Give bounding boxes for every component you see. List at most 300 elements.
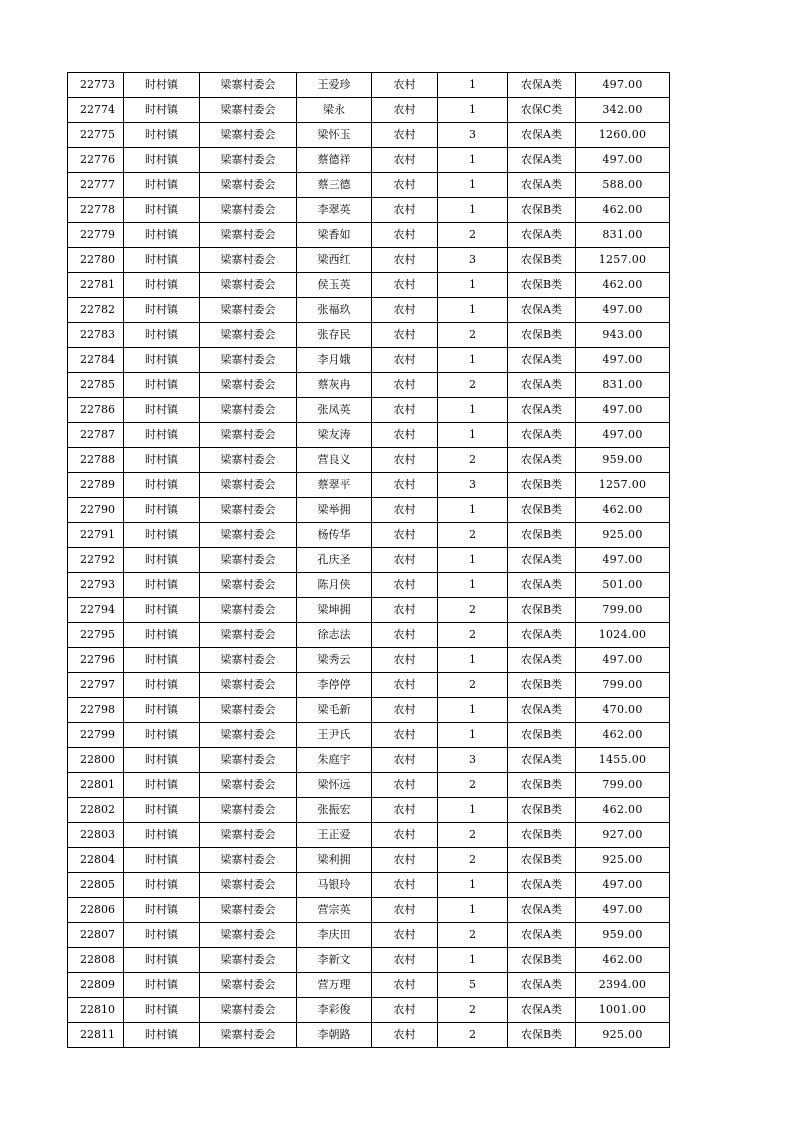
household-count-cell: 1 [438,648,508,673]
household-count-cell: 1 [438,573,508,598]
area-type-cell: 农村 [372,898,438,923]
household-count-cell: 5 [438,973,508,998]
household-count-cell: 1 [438,73,508,98]
table-row [68,323,670,348]
insurance-category-cell: 农保A类 [508,223,576,248]
town-cell: 时村镇 [124,273,200,298]
person-name-cell: 张凤英 [297,398,372,423]
person-name-cell: 王尹氏 [297,723,372,748]
table-row [68,548,670,573]
amount-cell: 831.00 [576,373,670,398]
household-count-cell: 1 [438,798,508,823]
table-row [68,98,670,123]
table-row [68,73,670,98]
table-row [68,998,670,1023]
person-name-cell: 李新文 [297,948,372,973]
record-id-cell: 22809 [68,973,124,998]
insurance-category-cell: 农保B类 [508,798,576,823]
person-name-cell: 蔡三德 [297,173,372,198]
village-committee-cell: 梁寨村委会 [200,598,297,623]
insurance-category-cell: 农保A类 [508,173,576,198]
table-row [68,498,670,523]
area-type-cell: 农村 [372,173,438,198]
record-id-cell: 22783 [68,323,124,348]
village-committee-cell: 梁寨村委会 [200,748,297,773]
table-row [68,748,670,773]
amount-cell: 799.00 [576,673,670,698]
area-type-cell: 农村 [372,423,438,448]
amount-cell: 1257.00 [576,248,670,273]
table-row [68,248,670,273]
area-type-cell: 农村 [372,398,438,423]
village-committee-cell: 梁寨村委会 [200,473,297,498]
insurance-category-cell: 农保B类 [508,773,576,798]
town-cell: 时村镇 [124,523,200,548]
household-count-cell: 3 [438,473,508,498]
table-row [68,1023,670,1048]
area-type-cell: 农村 [372,748,438,773]
village-committee-cell: 梁寨村委会 [200,673,297,698]
town-cell: 时村镇 [124,498,200,523]
village-committee-cell: 梁寨村委会 [200,373,297,398]
village-committee-cell: 梁寨村委会 [200,848,297,873]
person-name-cell: 李朝路 [297,1023,372,1048]
insurance-category-cell: 农保A类 [508,298,576,323]
table-row [68,273,670,298]
insurance-category-cell: 农保A类 [508,998,576,1023]
town-cell: 时村镇 [124,348,200,373]
person-name-cell: 梁坤拥 [297,598,372,623]
amount-cell: 2394.00 [576,973,670,998]
person-name-cell: 王爱珍 [297,73,372,98]
town-cell: 时村镇 [124,98,200,123]
town-cell: 时村镇 [124,1023,200,1048]
amount-cell: 799.00 [576,598,670,623]
household-count-cell: 3 [438,123,508,148]
table-row [68,948,670,973]
person-name-cell: 李停停 [297,673,372,698]
area-type-cell: 农村 [372,723,438,748]
town-cell: 时村镇 [124,423,200,448]
record-id-cell: 22774 [68,98,124,123]
table-row [68,523,670,548]
area-type-cell: 农村 [372,948,438,973]
table-row [68,848,670,873]
record-id-cell: 22811 [68,1023,124,1048]
record-id-cell: 22800 [68,748,124,773]
amount-cell: 927.00 [576,823,670,848]
area-type-cell: 农村 [372,623,438,648]
town-cell: 时村镇 [124,598,200,623]
person-name-cell: 侯玉英 [297,273,372,298]
table-row [68,623,670,648]
area-type-cell: 农村 [372,598,438,623]
household-count-cell: 2 [438,848,508,873]
village-committee-cell: 梁寨村委会 [200,123,297,148]
village-committee-cell: 梁寨村委会 [200,823,297,848]
household-count-cell: 2 [438,598,508,623]
household-count-cell: 3 [438,748,508,773]
person-name-cell: 朱庭宇 [297,748,372,773]
town-cell: 时村镇 [124,123,200,148]
village-committee-cell: 梁寨村委会 [200,298,297,323]
insurance-category-cell: 农保A类 [508,748,576,773]
table-row [68,973,670,998]
insurance-category-cell: 农保B类 [508,498,576,523]
insurance-category-cell: 农保A类 [508,373,576,398]
area-type-cell: 农村 [372,198,438,223]
town-cell: 时村镇 [124,548,200,573]
area-type-cell: 农村 [372,148,438,173]
record-id-cell: 22790 [68,498,124,523]
record-id-cell: 22775 [68,123,124,148]
household-count-cell: 1 [438,898,508,923]
town-cell: 时村镇 [124,723,200,748]
village-committee-cell: 梁寨村委会 [200,773,297,798]
amount-cell: 497.00 [576,873,670,898]
village-committee-cell: 梁寨村委会 [200,448,297,473]
village-committee-cell: 梁寨村委会 [200,323,297,348]
record-id-cell: 22808 [68,948,124,973]
person-name-cell: 徐志法 [297,623,372,648]
person-name-cell: 陈月侠 [297,573,372,598]
record-id-cell: 22789 [68,473,124,498]
village-committee-cell: 梁寨村委会 [200,573,297,598]
table-row [68,823,670,848]
household-count-cell: 1 [438,298,508,323]
amount-cell: 831.00 [576,223,670,248]
insurance-category-cell: 农保A类 [508,873,576,898]
village-committee-cell: 梁寨村委会 [200,698,297,723]
table-row [68,923,670,948]
record-id-cell: 22787 [68,423,124,448]
person-name-cell: 王正爱 [297,823,372,848]
insurance-category-cell: 农保B类 [508,948,576,973]
area-type-cell: 农村 [372,873,438,898]
household-count-cell: 1 [438,148,508,173]
household-count-cell: 1 [438,548,508,573]
insurance-category-cell: 农保A类 [508,123,576,148]
table-row [68,148,670,173]
table-row [68,723,670,748]
table-row [68,198,670,223]
household-count-cell: 2 [438,1023,508,1048]
village-committee-cell: 梁寨村委会 [200,548,297,573]
person-name-cell: 李庆田 [297,923,372,948]
area-type-cell: 农村 [372,673,438,698]
area-type-cell: 农村 [372,923,438,948]
record-id-cell: 22781 [68,273,124,298]
record-id-cell: 22791 [68,523,124,548]
town-cell: 时村镇 [124,298,200,323]
area-type-cell: 农村 [372,998,438,1023]
town-cell: 时村镇 [124,223,200,248]
amount-cell: 462.00 [576,798,670,823]
area-type-cell: 农村 [372,798,438,823]
area-type-cell: 农村 [372,98,438,123]
area-type-cell: 农村 [372,498,438,523]
insurance-category-cell: 农保B类 [508,523,576,548]
household-count-cell: 2 [438,323,508,348]
town-cell: 时村镇 [124,648,200,673]
village-committee-cell: 梁寨村委会 [200,723,297,748]
person-name-cell: 蔡灰冉 [297,373,372,398]
table-row [68,423,670,448]
insurance-category-cell: 农保B类 [508,323,576,348]
person-name-cell: 梁利拥 [297,848,372,873]
table-row [68,873,670,898]
village-committee-cell: 梁寨村委会 [200,98,297,123]
record-id-cell: 22793 [68,573,124,598]
area-type-cell: 农村 [372,773,438,798]
record-id-cell: 22784 [68,348,124,373]
data-table [67,72,670,1048]
amount-cell: 462.00 [576,273,670,298]
village-committee-cell: 梁寨村委会 [200,398,297,423]
amount-cell: 497.00 [576,898,670,923]
town-cell: 时村镇 [124,398,200,423]
insurance-category-cell: 农保B类 [508,848,576,873]
town-cell: 时村镇 [124,148,200,173]
household-count-cell: 2 [438,223,508,248]
household-count-cell: 1 [438,873,508,898]
household-count-cell: 1 [438,948,508,973]
household-count-cell: 1 [438,698,508,723]
person-name-cell: 李翠英 [297,198,372,223]
record-id-cell: 22776 [68,148,124,173]
household-count-cell: 1 [438,723,508,748]
insurance-category-cell: 农保C类 [508,98,576,123]
record-id-cell: 22788 [68,448,124,473]
area-type-cell: 农村 [372,298,438,323]
insurance-category-cell: 农保A类 [508,73,576,98]
amount-cell: 470.00 [576,698,670,723]
amount-cell: 799.00 [576,773,670,798]
record-id-cell: 22802 [68,798,124,823]
village-committee-cell: 梁寨村委会 [200,248,297,273]
area-type-cell: 农村 [372,1023,438,1048]
town-cell: 时村镇 [124,698,200,723]
table-row [68,473,670,498]
amount-cell: 497.00 [576,298,670,323]
town-cell: 时村镇 [124,248,200,273]
village-committee-cell: 梁寨村委会 [200,973,297,998]
household-count-cell: 1 [438,173,508,198]
record-id-cell: 22785 [68,373,124,398]
insurance-category-cell: 农保B类 [508,198,576,223]
record-id-cell: 22794 [68,598,124,623]
record-id-cell: 22773 [68,73,124,98]
record-id-cell: 22807 [68,923,124,948]
amount-cell: 1001.00 [576,998,670,1023]
village-committee-cell: 梁寨村委会 [200,198,297,223]
table-row [68,173,670,198]
village-committee-cell: 梁寨村委会 [200,948,297,973]
amount-cell: 497.00 [576,648,670,673]
town-cell: 时村镇 [124,473,200,498]
person-name-cell: 梁秀云 [297,648,372,673]
record-id-cell: 22805 [68,873,124,898]
insurance-category-cell: 农保B类 [508,473,576,498]
area-type-cell: 农村 [372,523,438,548]
table-body [68,73,670,1048]
table-row [68,448,670,473]
table-row [68,348,670,373]
person-name-cell: 梁怀远 [297,773,372,798]
table-row [68,773,670,798]
table-row [68,398,670,423]
record-id-cell: 22786 [68,398,124,423]
amount-cell: 959.00 [576,448,670,473]
area-type-cell: 农村 [372,348,438,373]
record-id-cell: 22797 [68,673,124,698]
village-committee-cell: 梁寨村委会 [200,798,297,823]
person-name-cell: 蔡德祥 [297,148,372,173]
village-committee-cell: 梁寨村委会 [200,648,297,673]
insurance-category-cell: 农保A类 [508,148,576,173]
village-committee-cell: 梁寨村委会 [200,873,297,898]
person-name-cell: 张福玖 [297,298,372,323]
town-cell: 时村镇 [124,948,200,973]
table-row [68,598,670,623]
insurance-category-cell: 农保A类 [508,423,576,448]
household-count-cell: 3 [438,248,508,273]
insurance-category-cell: 农保A类 [508,623,576,648]
person-name-cell: 梁举拥 [297,498,372,523]
area-type-cell: 农村 [372,573,438,598]
amount-cell: 462.00 [576,948,670,973]
household-count-cell: 2 [438,673,508,698]
area-type-cell: 农村 [372,123,438,148]
record-id-cell: 22792 [68,548,124,573]
area-type-cell: 农村 [372,648,438,673]
area-type-cell: 农村 [372,698,438,723]
table-row [68,123,670,148]
town-cell: 时村镇 [124,898,200,923]
person-name-cell: 营良义 [297,448,372,473]
record-id-cell: 22810 [68,998,124,1023]
household-count-cell: 2 [438,623,508,648]
village-committee-cell: 梁寨村委会 [200,173,297,198]
table-row [68,298,670,323]
town-cell: 时村镇 [124,773,200,798]
area-type-cell: 农村 [372,323,438,348]
insurance-category-cell: 农保A类 [508,698,576,723]
household-count-cell: 2 [438,773,508,798]
person-name-cell: 孔庆圣 [297,548,372,573]
town-cell: 时村镇 [124,673,200,698]
household-count-cell: 1 [438,498,508,523]
amount-cell: 342.00 [576,98,670,123]
amount-cell: 925.00 [576,848,670,873]
area-type-cell: 农村 [372,973,438,998]
record-id-cell: 22804 [68,848,124,873]
person-name-cell: 李彩俊 [297,998,372,1023]
household-count-cell: 1 [438,98,508,123]
amount-cell: 462.00 [576,723,670,748]
village-committee-cell: 梁寨村委会 [200,523,297,548]
insurance-category-cell: 农保A类 [508,648,576,673]
person-name-cell: 营万理 [297,973,372,998]
village-committee-cell: 梁寨村委会 [200,998,297,1023]
household-count-cell: 2 [438,523,508,548]
area-type-cell: 农村 [372,548,438,573]
insurance-category-cell: 农保B类 [508,823,576,848]
amount-cell: 462.00 [576,198,670,223]
town-cell: 时村镇 [124,848,200,873]
area-type-cell: 农村 [372,223,438,248]
person-name-cell: 杨传华 [297,523,372,548]
town-cell: 时村镇 [124,973,200,998]
area-type-cell: 农村 [372,473,438,498]
insurance-category-cell: 农保B类 [508,273,576,298]
town-cell: 时村镇 [124,823,200,848]
record-id-cell: 22799 [68,723,124,748]
amount-cell: 1024.00 [576,623,670,648]
household-count-cell: 1 [438,273,508,298]
person-name-cell: 李月娥 [297,348,372,373]
insurance-category-cell: 农保B类 [508,598,576,623]
record-id-cell: 22777 [68,173,124,198]
area-type-cell: 农村 [372,73,438,98]
village-committee-cell: 梁寨村委会 [200,1023,297,1048]
household-count-cell: 2 [438,998,508,1023]
town-cell: 时村镇 [124,748,200,773]
person-name-cell: 梁友涛 [297,423,372,448]
town-cell: 时村镇 [124,623,200,648]
village-committee-cell: 梁寨村委会 [200,273,297,298]
household-count-cell: 2 [438,923,508,948]
town-cell: 时村镇 [124,573,200,598]
area-type-cell: 农村 [372,848,438,873]
village-committee-cell: 梁寨村委会 [200,223,297,248]
insurance-category-cell: 农保B类 [508,673,576,698]
village-committee-cell: 梁寨村委会 [200,498,297,523]
record-id-cell: 22795 [68,623,124,648]
person-name-cell: 梁永 [297,98,372,123]
household-count-cell: 2 [438,448,508,473]
area-type-cell: 农村 [372,273,438,298]
table-row [68,648,670,673]
table-row [68,673,670,698]
amount-cell: 497.00 [576,148,670,173]
amount-cell: 497.00 [576,548,670,573]
amount-cell: 925.00 [576,1023,670,1048]
insurance-category-cell: 农保A类 [508,398,576,423]
person-name-cell: 梁怀玉 [297,123,372,148]
amount-cell: 925.00 [576,523,670,548]
town-cell: 时村镇 [124,873,200,898]
table-row [68,223,670,248]
insurance-category-cell: 农保B类 [508,248,576,273]
village-committee-cell: 梁寨村委会 [200,73,297,98]
village-committee-cell: 梁寨村委会 [200,423,297,448]
village-committee-cell: 梁寨村委会 [200,348,297,373]
insurance-category-cell: 农保B类 [508,1023,576,1048]
insurance-category-cell: 农保A类 [508,898,576,923]
amount-cell: 1257.00 [576,473,670,498]
town-cell: 时村镇 [124,373,200,398]
record-id-cell: 22778 [68,198,124,223]
person-name-cell: 马银玲 [297,873,372,898]
area-type-cell: 农村 [372,448,438,473]
household-count-cell: 1 [438,348,508,373]
record-id-cell: 22796 [68,648,124,673]
town-cell: 时村镇 [124,998,200,1023]
insurance-category-cell: 农保A类 [508,548,576,573]
town-cell: 时村镇 [124,923,200,948]
town-cell: 时村镇 [124,73,200,98]
